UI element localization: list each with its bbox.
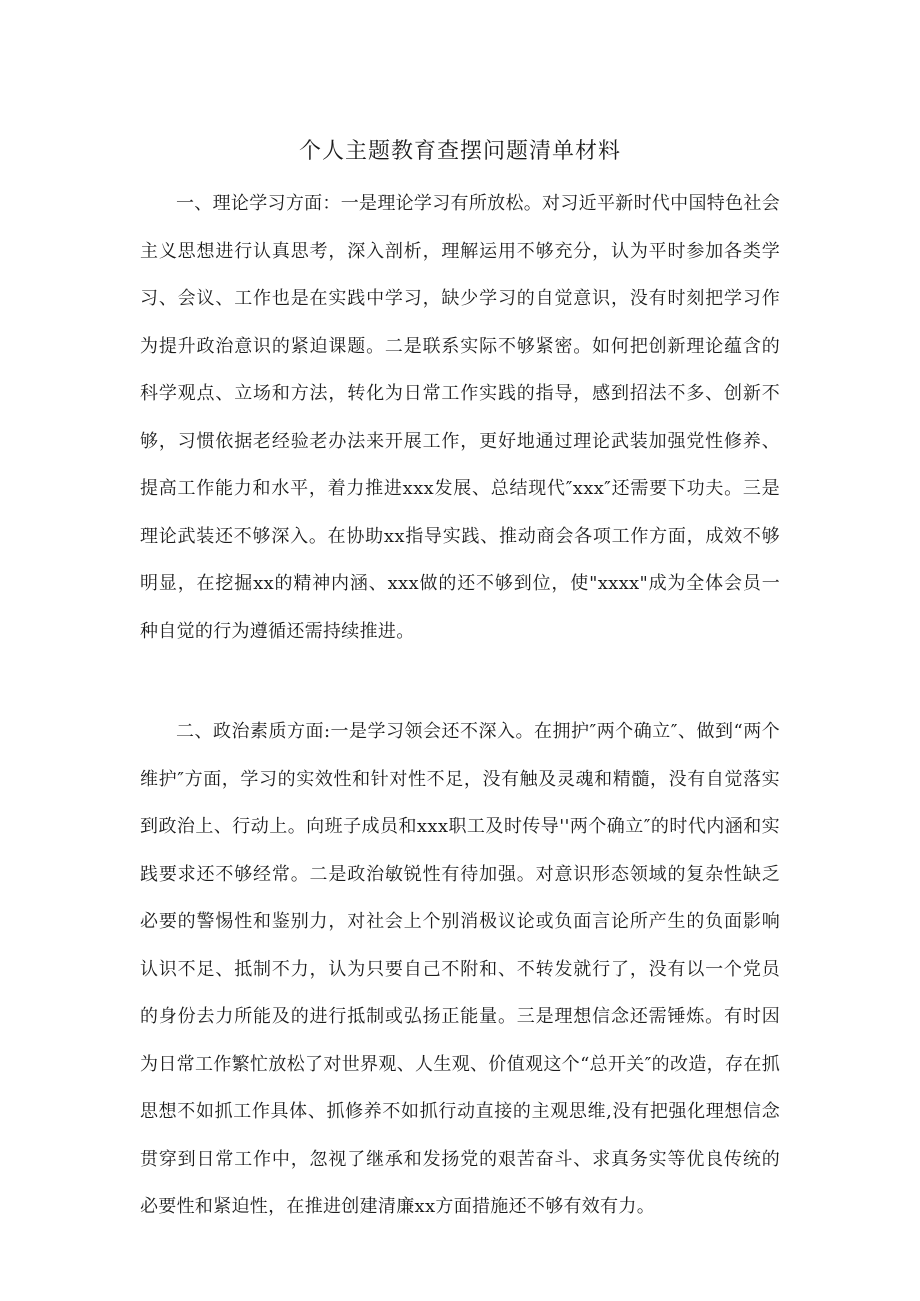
paragraph-theory-study: 一、理论学习方面：一是理论学习有所放松。对习近平新时代中国特色社会主义思想进行认真思考，深入剖析，理解运用不够充分，认为平时参加各类学习、会议、工作也是在实践中学习，缺少学习的自觉意识，没有时刻把学习作为提升政治意识的紧迫课题。二是联系实际不够紧密。如何把创新理论蕴含的科学观点、立场和方法，转化为日常工作实践的指导，感到招法不多、创新不够，习惯依据老经验老办法来开展工作，更好地通过理论武装加强党性修养、提高工作能力和水平，着力推进xxx发展、总结现代″xxx″还需要下功夫。三是理论武装还不够深入。在协助xx指导实践、推动商会各项工作方面，成效不够明显，在挖掘xx的精神内涵、xxx做的还不够到位，使"xxxx"成为全体会员一种自觉的行为遵循还需持续推进。 — [140, 193, 780, 642]
paragraph-political-quality: 二、政治素质方面:一是学习领会还不深入。在拥护″两个确立″、做到“两个维护″方面，学习的实效性和针对性不足，没有触及灵魂和精髓，没有自觉落实到政治上、行动上。向班子成员和xxx职工及时传导''两个确立″的时代内涵和实践要求还不够经常。二是政治敏锐性有待加强。对意识形态领域的复杂性缺乏必要的警惕性和鉴别力，对社会上个别消极议论或负面言论所产生的负面影响认识不足、抵制不力，认为只要自己不附和、不转发就行了，没有以一个党员的身份去力所能及的进行抵制或弘扬正能量。三是理想信念还需锤炼。有时因为日常工作繁忙放松了对世界观、人生观、价值观这个“总开关″的改造，存在抓思想不如抓工作具体、抓修养不如抓行动直接的主观思维,没有把强化理想信念贯穿到日常工作中，忽视了继承和发扬党的艰苦奋斗、求真务实等优良传统的必要性和紧迫性，在推进创建清廉xx方面措施还不够有效有力。 — [140, 721, 780, 1217]
document-title: 个人主题教育查摆问题清单材料 — [298, 139, 621, 164]
